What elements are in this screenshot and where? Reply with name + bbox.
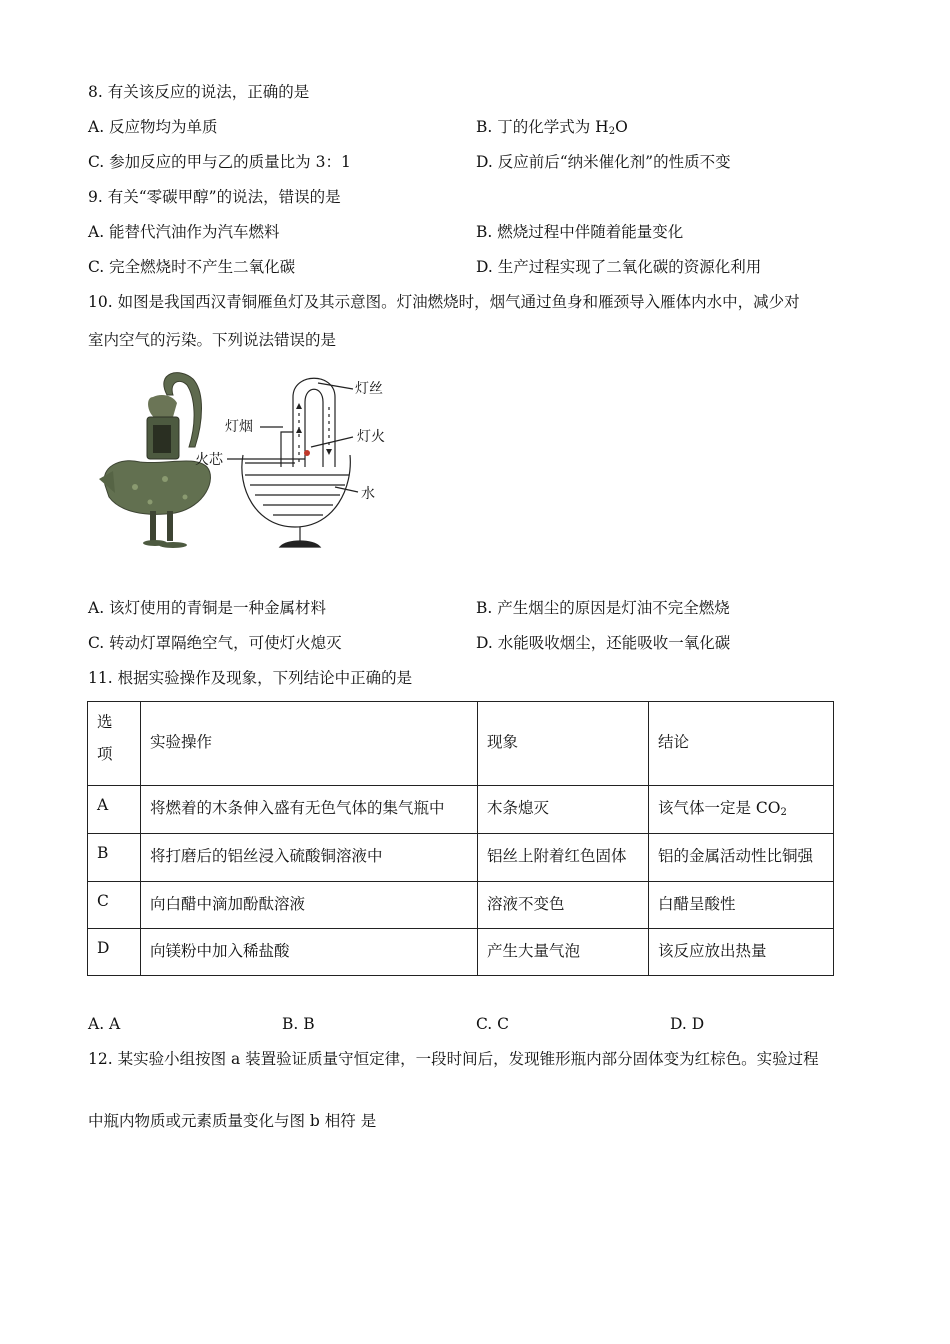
- label-flame: 灯火: [357, 429, 385, 445]
- q8-stem: 8. 有关该反应的说法，正确的是: [88, 83, 310, 101]
- label-water: 水: [361, 486, 375, 502]
- lamp-figure-svg: [95, 367, 405, 557]
- cell-phenomenon: 产生大量气泡: [478, 929, 649, 976]
- cell-operation: 将燃着的木条伸入盛有无色气体的集气瓶中: [141, 786, 478, 834]
- cell-conclusion: 该气体一定是 $CO_2$: [649, 786, 834, 834]
- q10-option-b: B. 产生烟尘的原因是灯油不完全燃烧: [476, 599, 730, 617]
- cell-conclusion: 白醋呈酸性: [649, 882, 834, 929]
- cell-operation: 向白醋中滴加酚酞溶液: [141, 882, 478, 929]
- q10-option-c: C. 转动灯罩隔绝空气，可使灯火熄灭: [88, 634, 342, 652]
- q11-option-b: B. B: [282, 1015, 315, 1033]
- table-row: [88, 929, 834, 976]
- q9-option-d: D. 生产过程实现了二氧化碳的资源化利用: [476, 258, 762, 276]
- label-core: 火芯: [195, 452, 223, 468]
- cell-option: C: [88, 882, 141, 929]
- q11-option-d: D. D: [670, 1015, 705, 1033]
- cell-conclusion: 该反应放出热量: [649, 929, 834, 976]
- q11-option-a: A. A: [88, 1015, 121, 1033]
- cell-conclusion: 铝的金属活动性比铜强: [649, 834, 834, 882]
- q10-stem-line2: 室内空气的污染。下列说法错误的是: [88, 331, 337, 349]
- header-operation: 实验操作: [141, 702, 478, 786]
- label-wick: 灯丝: [355, 381, 383, 397]
- bronze-lamp-photo: [99, 373, 210, 548]
- q10-option-a: A. 该灯使用的青铜是一种金属材料: [88, 599, 327, 617]
- q11-option-c: C. C: [476, 1015, 510, 1033]
- q12-stem-line1: 12. 某实验小组按图 a 装置验证质量守恒定律，一段时间后，发现锥形瓶内部分固体变为红棕色。实验过程: [88, 1050, 819, 1068]
- cell-option: D: [88, 929, 141, 976]
- cell-phenomenon: 铝丝上附着红色固体: [478, 834, 649, 882]
- cell-option: B: [88, 834, 141, 882]
- header-conclusion: 结论: [649, 702, 834, 786]
- lamp-schematic: [227, 378, 358, 547]
- q9-option-a: A. 能替代汽油作为汽车燃料: [88, 223, 280, 241]
- cell-phenomenon: 木条熄灭: [478, 786, 649, 834]
- cell-option: A: [88, 786, 141, 834]
- header-phenomenon: 现象: [478, 702, 649, 786]
- q10-option-d: D. 水能吸收烟尘，还能吸收一氧化碳: [476, 634, 731, 652]
- table-row: [88, 786, 834, 834]
- q8-option-a: A. 反应物均为单质: [88, 118, 218, 136]
- q9-option-b: B. 燃烧过程中伴随着能量变化: [476, 223, 684, 241]
- q12-stem-line2: 中瓶内物质或元素质量变化与图 b 相符 是: [88, 1112, 377, 1130]
- q11-table: [87, 701, 834, 976]
- header-option: 选 项: [88, 702, 141, 786]
- q10-stem-line1: 10. 如图是我国西汉青铜雁鱼灯及其示意图。灯油燃烧时，烟气通过鱼身和雁颈导入雁体内水中，减少对: [88, 293, 800, 311]
- label-smoke: 灯烟: [225, 419, 253, 435]
- table-row: [88, 882, 834, 929]
- q8-option-d: D. 反应前后“纳米催化剂”的性质不变: [476, 153, 731, 171]
- q10-figure: [95, 367, 405, 557]
- q11-stem: 11. 根据实验操作及现象，下列结论中正确的是: [88, 669, 413, 687]
- flame-dot-icon: [304, 450, 310, 456]
- table-header-row: [88, 702, 834, 786]
- cell-operation: 将打磨后的铝丝浸入硫酸铜溶液中: [141, 834, 478, 882]
- cell-operation: 向镁粉中加入稀盐酸: [141, 929, 478, 976]
- q8-option-c: C. 参加反应的甲与乙的质量比为 3：1: [88, 153, 351, 171]
- table-row: [88, 834, 834, 882]
- q9-stem: 9. 有关“零碳甲醇”的说法，错误的是: [88, 188, 341, 206]
- q8-option-b: B. 丁的化学式为 $H_2O$: [476, 118, 628, 137]
- q9-option-c: C. 完全燃烧时不产生二氧化碳: [88, 258, 296, 276]
- cell-phenomenon: 溶液不变色: [478, 882, 649, 929]
